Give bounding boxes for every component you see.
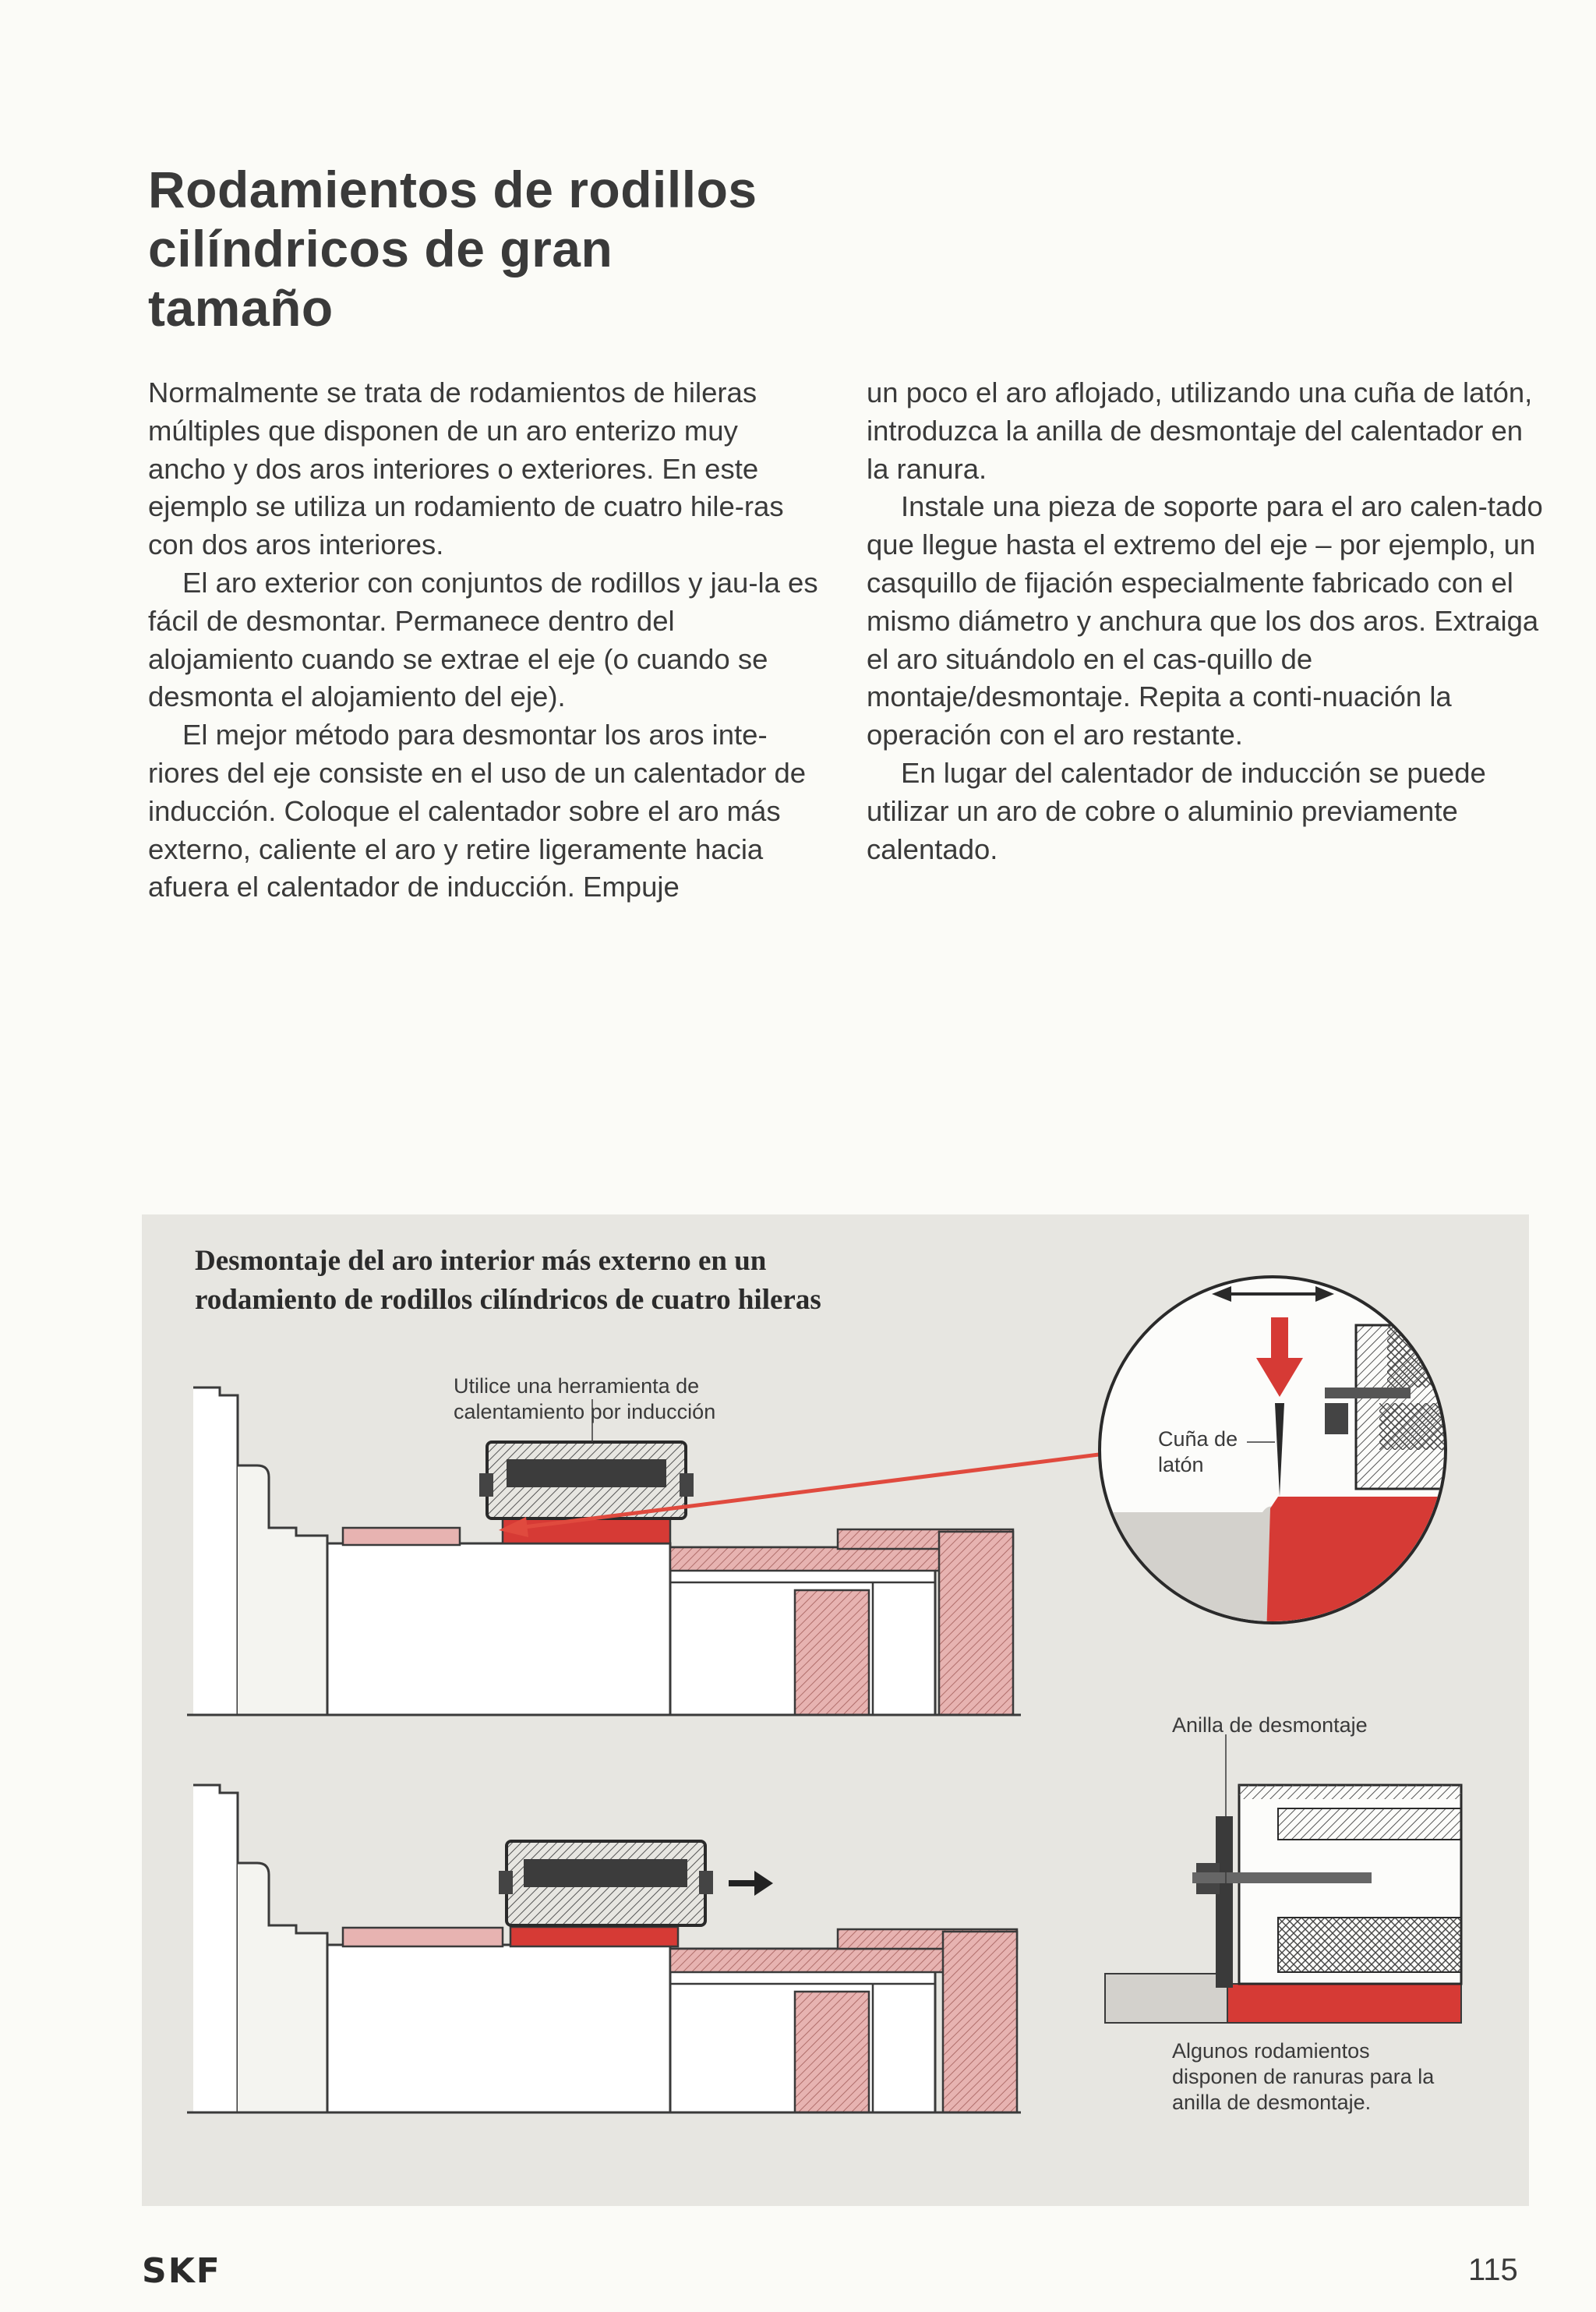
caption-line: Desmontaje del aro interior más externo en un (195, 1245, 767, 1277)
figure-caption (195, 1242, 896, 1320)
label-line: disponen de ranuras para la (1172, 2065, 1435, 2088)
paragraph: Instale una pieza de soporte para el aro calen-tado que llegue hasta el extremo del eje – por ejemplo, un casquillo de fijación especialmente fabricado con el mismo diámetro y anchura que los dos aros. Extraiga el aro situándolo en el cas-quillo de montaje/desmontaje. Repita a conti-nuación la operación con el aro restante. (867, 490, 1543, 751)
caption-line: rodamiento de rodillos cilíndricos de cuatro hileras (195, 1284, 821, 1316)
title-line: cilíndricos de gran (148, 220, 613, 278)
label-line: Algunos rodamientos (1172, 2039, 1370, 2063)
wedge-detail-circle (1099, 1277, 1457, 1637)
label-brass-wedge (1158, 1426, 1252, 1478)
removal-ring-detail (1105, 1734, 1461, 2023)
skf-logo: SKF (142, 2251, 221, 2291)
label-line: Cuña de (1158, 1427, 1238, 1451)
label-removal-ring: Anilla de desmontaje (1172, 1713, 1368, 1737)
label-line: anilla de desmontaje. (1172, 2091, 1372, 2114)
page-number: 115 (1468, 2253, 1518, 2287)
upper-assembly-drawing (187, 1388, 1105, 1715)
label-line: calentamiento por inducción (454, 1400, 716, 1423)
label-line: Utilice una herramienta de (454, 1374, 700, 1398)
paragraph: El mejor método para desmontar los aros inte-riores del eje consiste en el uso de un calentador de inducción. Coloque el calentador sobre el aro más externo, caliente el aro y retire ligeramente hacia afuera el calentador de inducción. Empuje (148, 719, 807, 903)
lower-assembly-drawing (187, 1785, 1021, 2112)
label-groove-note (1172, 2038, 1499, 2116)
paragraph: Normalmente se trata de rodamientos de hileras múltiples que disponen de un aro enterizo muy ancho y dos aros interiores o exteriores. En este ejemplo se utiliza un rodamiento de cuatro hile-ras con dos aros interiores. (148, 376, 784, 561)
paragraph: un poco el aro aflojado, utilizando una cuña de latón, introduzca la anilla de desmontaje del calentador en la ranura. (867, 376, 1533, 485)
title-line: tamaño (148, 279, 334, 337)
label-line: latón (1158, 1453, 1204, 1476)
title-line: Rodamientos de rodillos (148, 161, 757, 218)
paragraph: En lugar del calentador de inducción se puede utilizar un aro de cobre o aluminio previamente calentado. (867, 756, 1486, 865)
label-induction-tool (454, 1373, 750, 1425)
paragraph: El aro exterior con conjuntos de rodillos y jau-la es fácil de desmontar. Permanece dentro del alojamiento cuando se extrae el eje (o cuando se desmonta el alojamiento del eje). (148, 566, 818, 713)
